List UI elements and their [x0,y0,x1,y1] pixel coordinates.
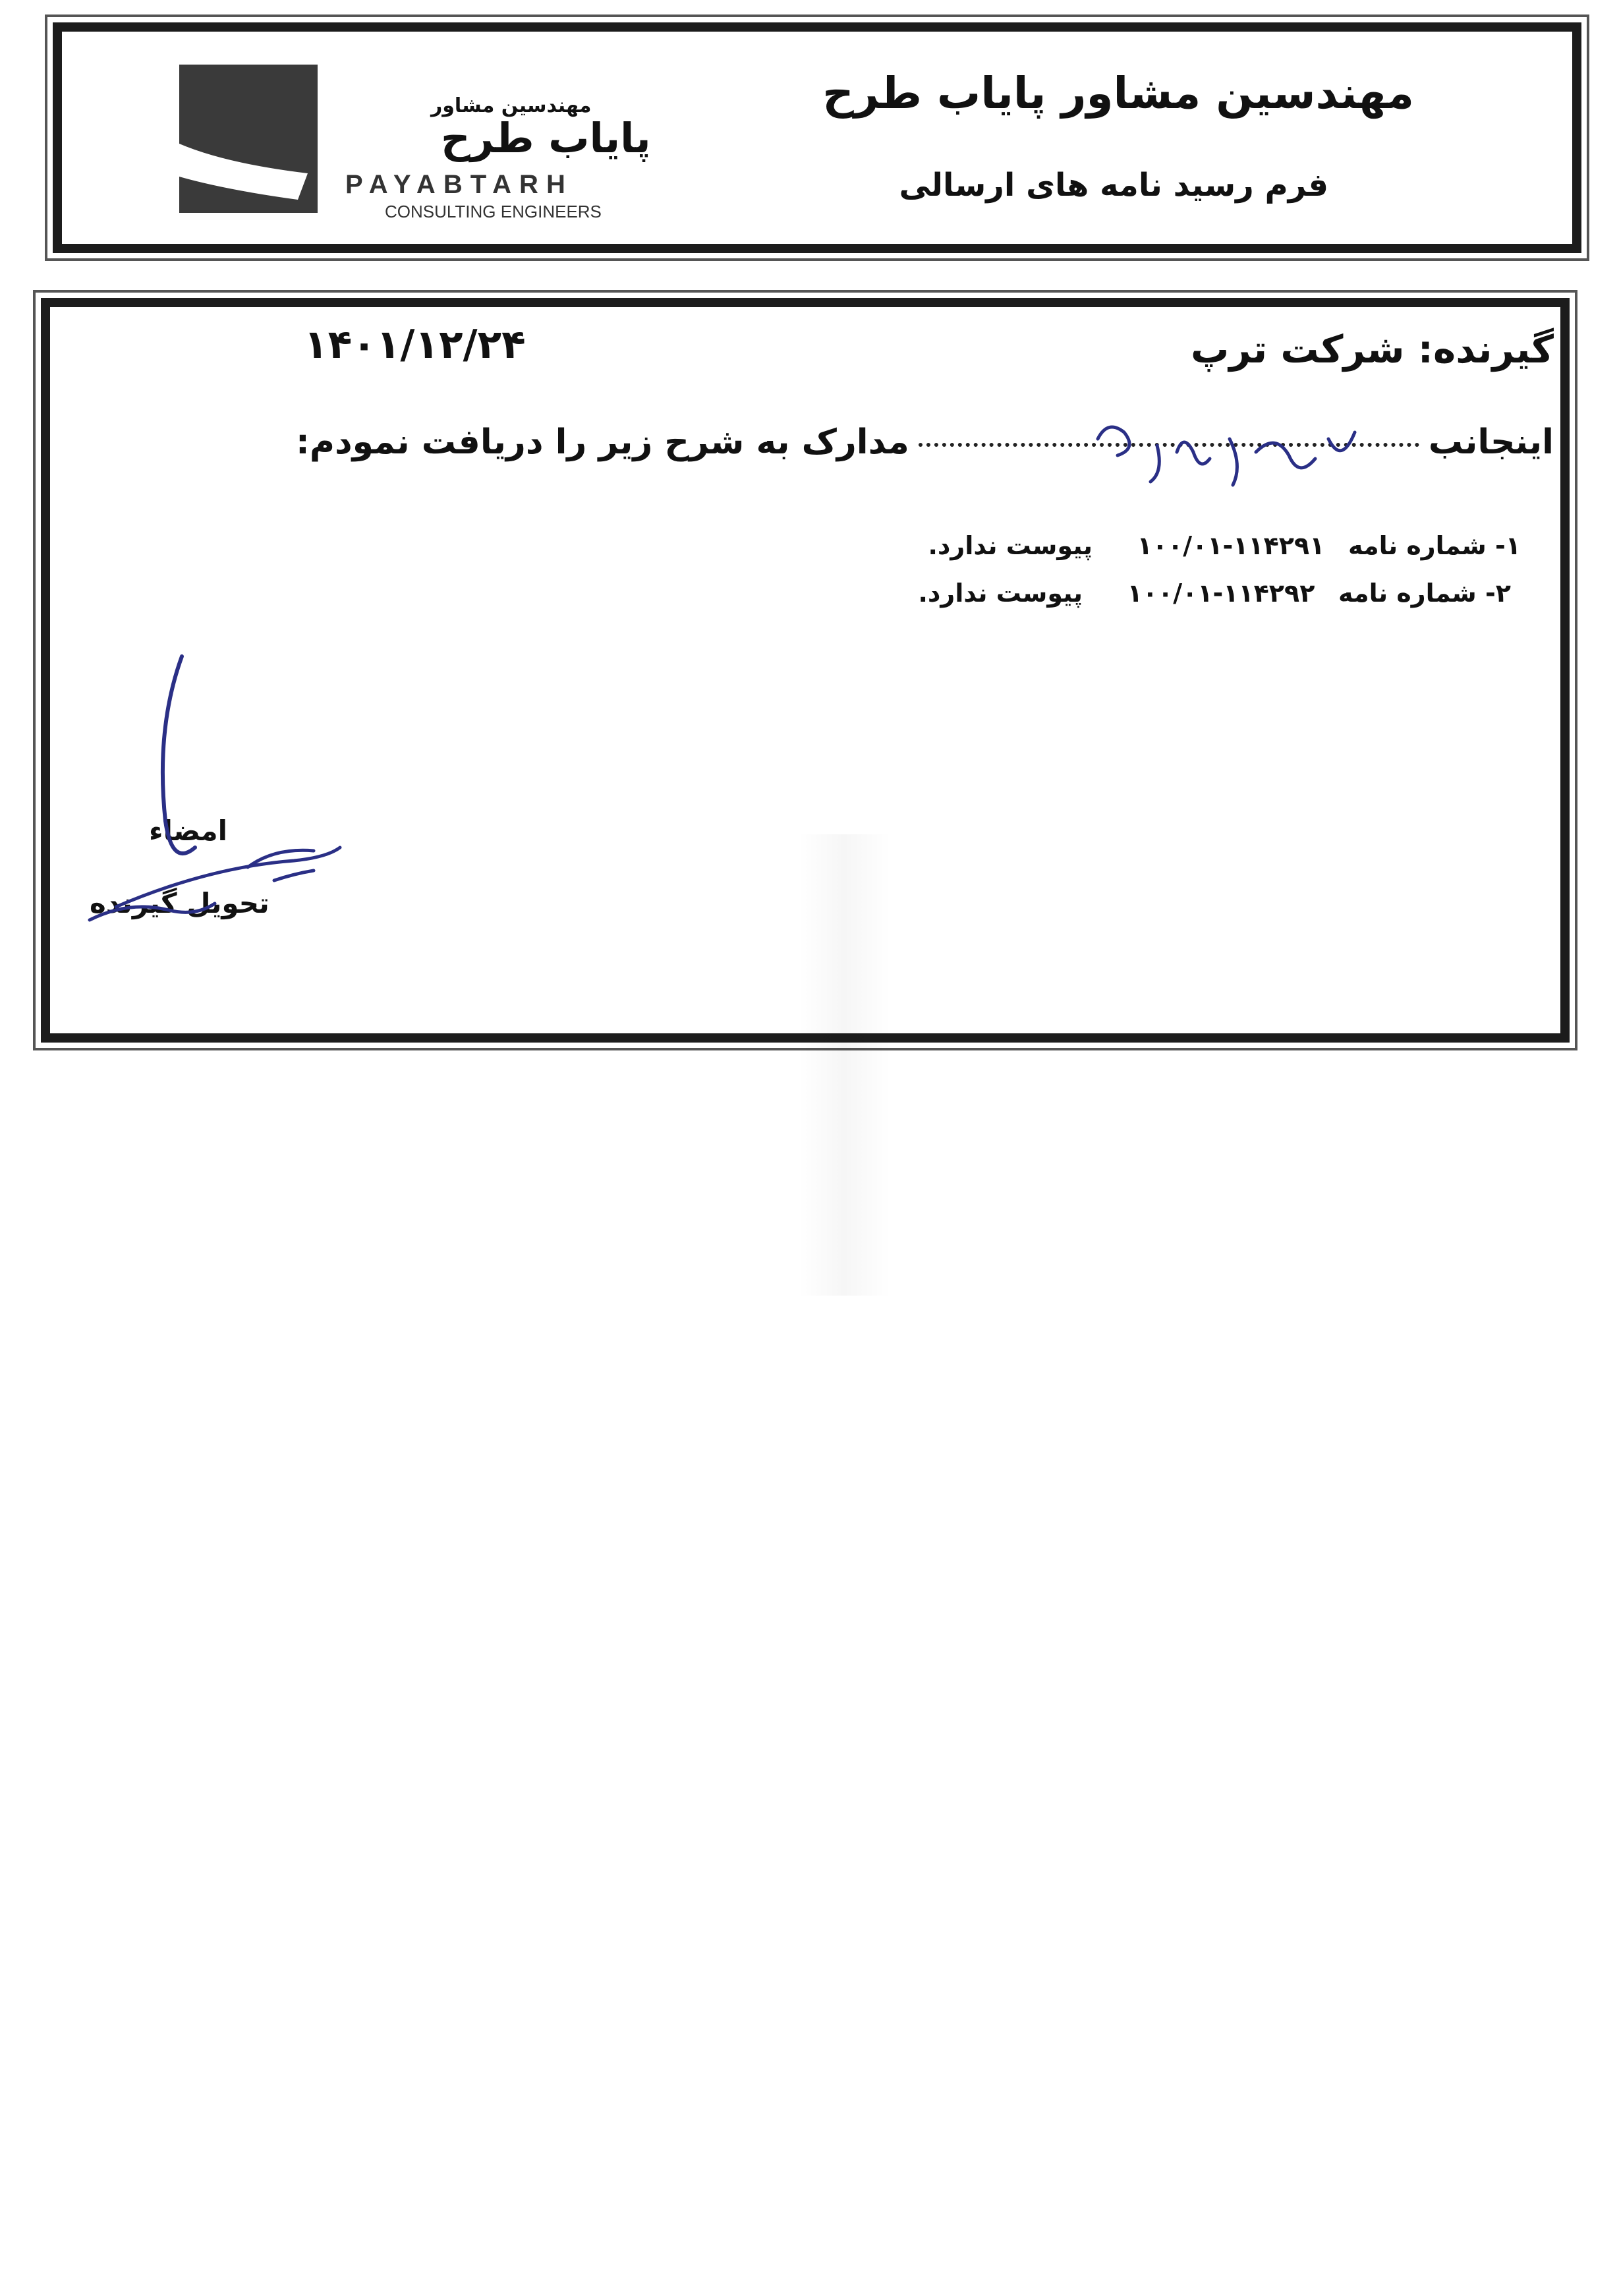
signature-label: امضاء [149,815,228,847]
handwritten-receiver-signature [76,650,406,979]
receiver-label: تحویل گیرنده [90,887,270,919]
statement-suffix: مدارک به شرح زیر را دریافت نمودم: [296,422,909,462]
statement-prefix: اینجانب [1428,422,1554,462]
recipient-line: گیرنده: شرکت ترپ [1191,327,1554,372]
scan-shadow [798,834,890,1296]
header-box [53,22,1581,253]
logo-english-name: PAYABTARH [345,170,573,199]
letter-label: ۱- شماره نامه [1348,531,1521,560]
logo-english-subtitle: CONSULTING ENGINEERS [385,202,602,221]
letter-label: ۲- شماره نامه [1338,579,1511,608]
company-logo-icon [179,65,318,213]
logo-persian-subtitle: مهندسین مشاور [431,94,592,117]
letter-row [928,531,1521,560]
form-date: ۱۴۰۱/۱۲/۲۴ [304,322,526,368]
document-subtitle: فرم رسید نامه های ارسالی [899,167,1328,204]
logo-persian-name: پایاب طرح [441,114,651,162]
letter-number: ۱۰۰/۰۱-۱۱۴۲۹۲ [1127,579,1315,608]
letter-attachment: پیوست ندارد. [928,531,1093,560]
document-title: مهندسین مشاور پایاب طرح [822,68,1414,119]
letter-attachment: پیوست ندارد. [918,579,1083,608]
letter-row [919,579,1512,608]
letter-number: ۱۰۰/۰۱-۱۱۴۲۹۱ [1137,531,1325,560]
handwritten-name-signature [1078,393,1368,511]
form-body-box [41,298,1570,1043]
